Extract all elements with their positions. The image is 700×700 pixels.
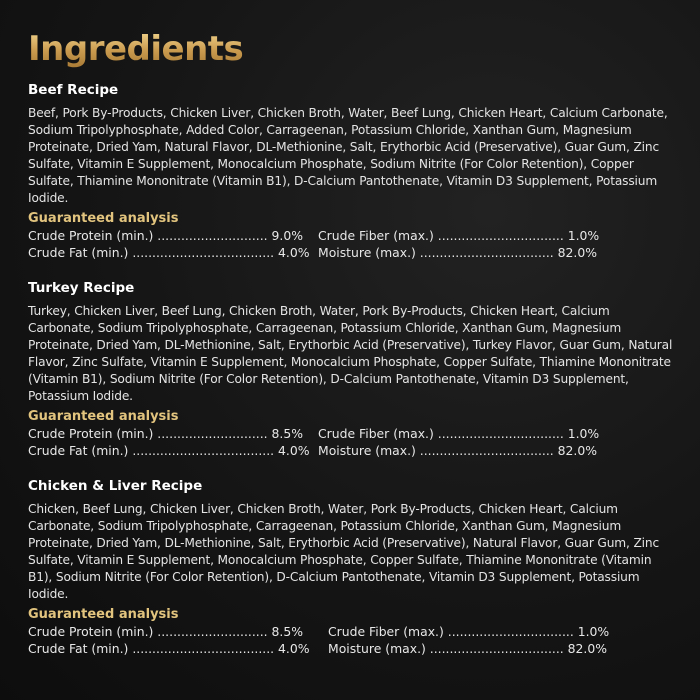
crude-protein-value: Crude Protein (min.) ............................ 9.0% [28, 228, 304, 243]
crude-fiber-value: Crude Fiber (max.) ................................ 1.0% [318, 228, 600, 243]
crude-fiber-value: Crude Fiber (max.) ................................ 1.0% [328, 624, 610, 639]
guaranteed-analysis-heading: Guaranteed analysis [28, 607, 179, 622]
recipe-section-turkey [28, 280, 678, 461]
crude-fiber-value: Crude Fiber (max.) ................................ 1.0% [318, 426, 600, 441]
moisture-value: Moisture (max.) .................................. 82.0% [318, 443, 598, 458]
ingredient-list: Turkey, Chicken Liver, Beef Lung, Chicken Broth, Water, Pork By-Products, Chicken Heart, Calcium Carbonate, Sodium Tripolyphosphate, Carrageenan, Potassium Chloride, Xanthan Gum, Magnesium Proteinate, Dried Yam, DL-Methionine, Salt, Erythorbic Acid (Preservative), Turkey Flavor, Guar Gum, Natural Flavor, Zinc Sulfate, Vitamin E Supplement, Monocalcium Phosphate, Copper Sulfate, Thiamine Mononitrate (Vitamin B1), Sodium Nitrite (For Color Retention), D-Calcium Pantothenate, Vitamin D3 Supplement, Potassium Iodide. [28, 304, 673, 403]
recipe-section-beef [28, 82, 678, 263]
crude-fat-value: Crude Fat (min.) .................................... 4.0% [28, 443, 310, 458]
crude-protein-value: Crude Protein (min.) ............................ 8.5% [28, 426, 304, 441]
crude-fat-value: Crude Fat (min.) .................................... 4.0% [28, 641, 310, 656]
recipe-title: Chicken & Liver Recipe [28, 478, 203, 494]
recipe-section-chicken-liver [28, 478, 678, 659]
recipe-title: Beef Recipe [28, 82, 119, 98]
ingredients-panel [28, 30, 678, 68]
crude-protein-value: Crude Protein (min.) ............................ 8.5% [28, 624, 304, 639]
guaranteed-analysis-heading: Guaranteed analysis [28, 211, 179, 226]
guaranteed-analysis-table [28, 227, 678, 263]
page-title: Ingredients [28, 30, 678, 68]
moisture-value: Moisture (max.) .................................. 82.0% [328, 641, 608, 656]
ingredient-list: Beef, Pork By-Products, Chicken Liver, Chicken Broth, Water, Beef Lung, Chicken Heart, Calcium Carbonate, Sodium Tripolyphosphate, Added Color, Carrageenan, Potassium Chloride, Xanthan Gum, Magnesium Proteinate, Dried Yam, Natural Flavor, DL-Methionine, Salt, Erythorbic Acid (Preservative), Guar Gum, Zinc Sulfate, Vitamin E Supplement, Monocalcium Phosphate, Sodium Nitrite (For Color Retention), Copper Sulfate, Thiamine Mononitrate (Vitamin B1), D-Calcium Pantothenate, Vitamin D3 Supplement, Potassium Iodide. [28, 106, 668, 205]
guaranteed-analysis-table [28, 425, 678, 461]
guaranteed-analysis-table [28, 623, 678, 659]
recipe-title: Turkey Recipe [28, 280, 135, 296]
moisture-value: Moisture (max.) .................................. 82.0% [318, 245, 598, 260]
crude-fat-value: Crude Fat (min.) .................................... 4.0% [28, 245, 310, 260]
guaranteed-analysis-heading: Guaranteed analysis [28, 409, 179, 424]
ingredient-list: Chicken, Beef Lung, Chicken Liver, Chicken Broth, Water, Pork By-Products, Chicken Heart, Calcium Carbonate, Sodium Tripolyphosphate, Carrageenan, Potassium Chloride, Xanthan Gum, Magnesium Proteinate, Dried Yam, DL-Methionine, Salt, Erythorbic Acid (Preservative), Natural Flavor, Guar Gum, Zinc Sulfate, Vitamin E Supplement, Monocalcium Phosphate, Copper Sulfate, Thiamine Mononitrate (Vitamin B1), Sodium Nitrite (For Color Retention), D-Calcium Pantothenate, Vitamin D3 Supplement, Potassium Iodide. [28, 502, 660, 601]
